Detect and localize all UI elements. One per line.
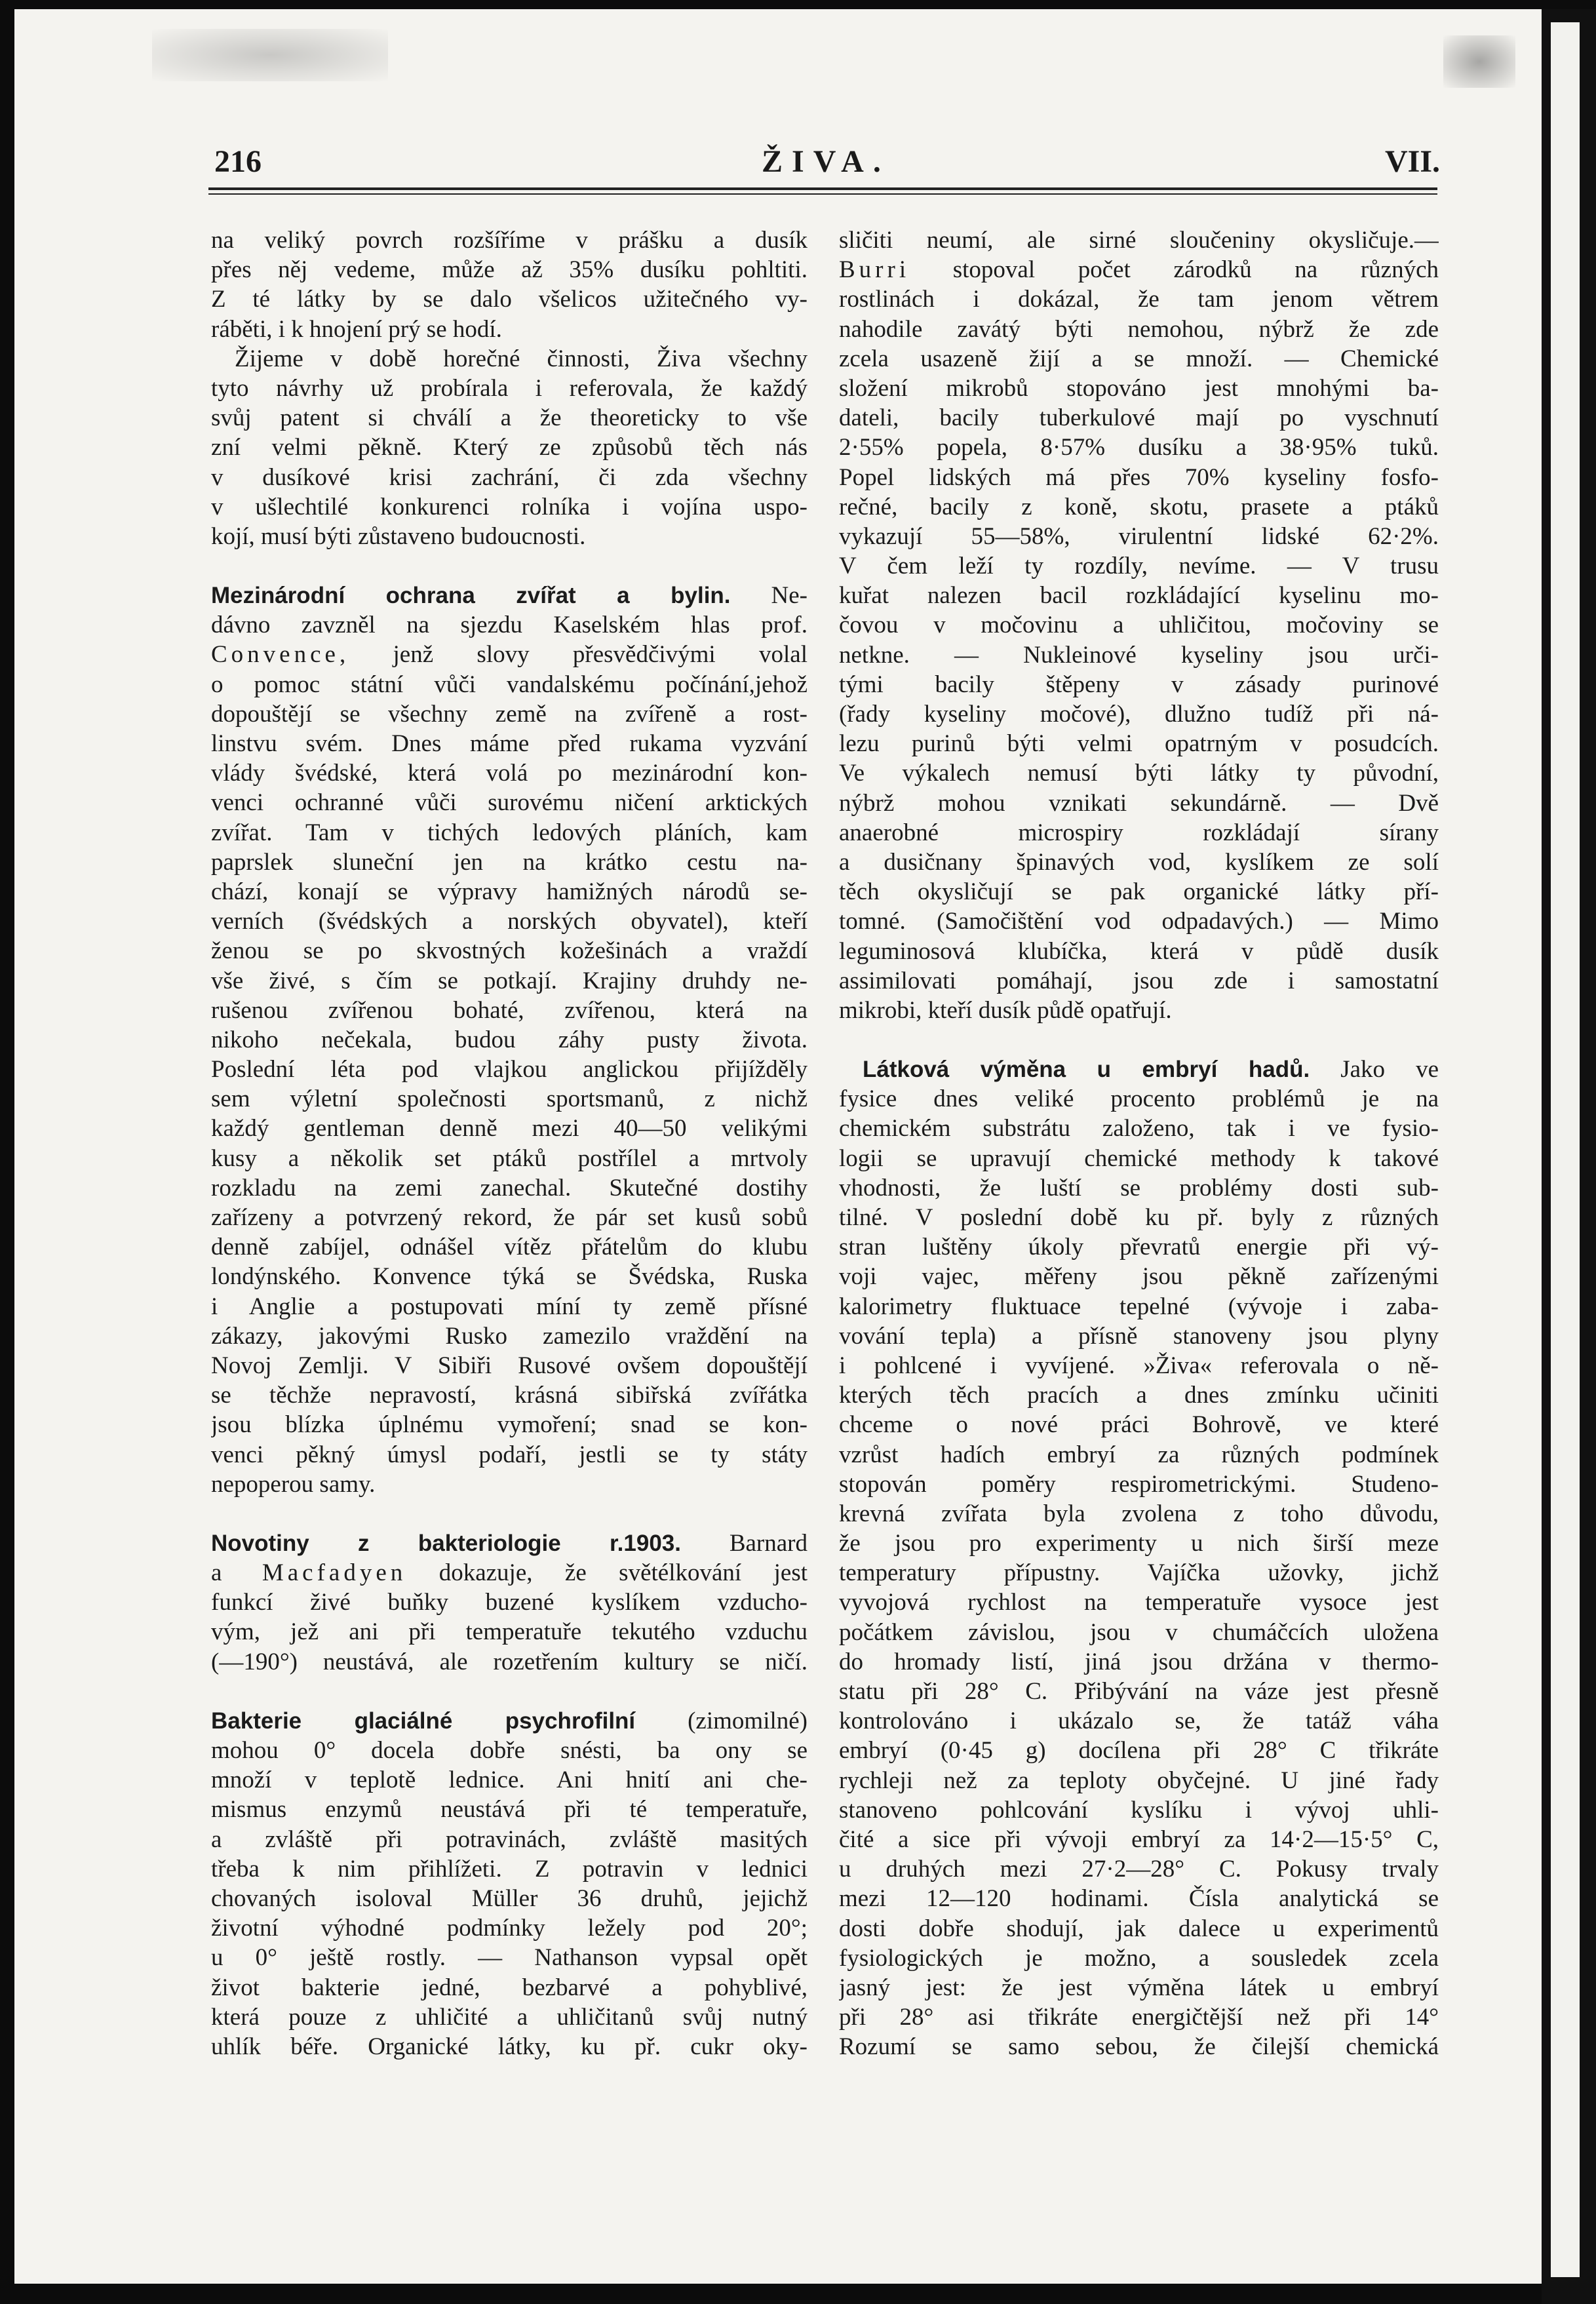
line-text: netkne. — Nukleinové kyseliny jsou urči- [839, 641, 1439, 669]
line-text: tilné. V poslední době ku př. byly z různých [839, 1204, 1439, 1231]
text-line [211, 758, 808, 788]
text-line [211, 1943, 808, 1972]
text-line [839, 1440, 1439, 1470]
line-text: ráběti, i k hnojení prý se hodí. [211, 315, 502, 343]
line-text: zvířat. Tam v tichých ledových pláních, kam [211, 819, 808, 846]
line-text: rečné, bacily z koně, skotu, prasete a ptáků [839, 493, 1439, 520]
line-text: chceme o nové práci Bohrově, ve které [839, 1411, 1439, 1439]
text-line [211, 848, 808, 877]
line-text: chovaných isoloval Müller 36 druhů, jejichž [211, 1884, 808, 1912]
paragraph-gap [211, 551, 808, 581]
line-text: jenž slovy přesvědčivými volal [349, 641, 808, 669]
line-text: kontrolováno i ukázalo se, že tatáž váha [839, 1708, 1439, 1735]
text-line [839, 403, 1439, 433]
text-line [211, 1647, 808, 1677]
text-line [839, 1144, 1439, 1173]
text-line [211, 1173, 808, 1203]
text-line [839, 670, 1439, 699]
text-line [839, 1173, 1439, 1203]
line-text: Ne- [730, 582, 808, 610]
line-text: venci ochranné vůči surovému ničení arktických [211, 789, 808, 817]
running-header [214, 144, 1440, 189]
text-line [839, 522, 1439, 551]
text-line [839, 937, 1439, 966]
line-text: V čem leží ty rozdíly, nevíme. — V trusu [839, 553, 1439, 580]
text-line [839, 1766, 1439, 1795]
line-text: se těchže nepravostí, krásná sibiřská zvířátka [211, 1382, 808, 1409]
line-text: zní velmi pěkně. Který ze způsobů těch nás [211, 434, 808, 461]
text-line [211, 936, 808, 966]
line-text: mezi 12—120 hodinami. Čísla analytická se [839, 1885, 1439, 1913]
line-text: rozkladu na zemi zanechal. Skutečné dostihy [211, 1174, 808, 1201]
next-page-edge [1551, 22, 1580, 2277]
text-line [211, 1736, 808, 1765]
line-text: jasný jest: že jest výměna látek u embryí [839, 1974, 1439, 2001]
line-text: a zvláště při potravinách, zvláště masitých [211, 1826, 808, 1853]
text-line [211, 1351, 808, 1380]
text-line [839, 640, 1439, 670]
text-line [839, 789, 1439, 818]
line-text: statu při 28° C. Přibývání na váze jest přesně [839, 1678, 1439, 1705]
text-line [211, 1765, 808, 1795]
line-text: kterých těch pracích a dnes zmínku učiniti [839, 1382, 1439, 1409]
text-line [839, 1706, 1439, 1736]
line-text: zcela usazeně žijí a se množí. — Chemické [839, 345, 1439, 372]
line-text: dopouštějí se všechny země na zvířeně a rost- [211, 700, 808, 728]
text-line [839, 1203, 1439, 1232]
line-text: Novoj Zemlji. V Sibiři Rusové ovšem dopouštějí [211, 1352, 808, 1379]
text-line [211, 1114, 808, 1143]
text-line [211, 1321, 808, 1351]
line-text: čovou v močovinu a uhličitou, močoviny se [839, 612, 1439, 639]
line-text: i Anglie a postupovati míní ty země přísné [211, 1293, 808, 1320]
text-line [839, 1647, 1439, 1677]
text-line [211, 1617, 808, 1647]
line-text: vlády švédské, která volá po mezinárodní kon- [211, 760, 808, 787]
text-line [839, 315, 1439, 344]
spaced-name: Burri [839, 256, 910, 284]
right-column [839, 225, 1439, 2061]
text-line [839, 2032, 1439, 2061]
line-text: že jsou pro experimenty u nich širší meze [839, 1530, 1439, 1557]
paragraph-gap [211, 1499, 808, 1529]
line-text: ženou se po skvostných kožešinách a vraždí [211, 937, 808, 965]
line-text: uhlík béře. Organické látky, ku př. cukr oky- [211, 2033, 808, 2060]
line-text: zařízeny a potvrzený rekord, že pár set kusů sobů [211, 1204, 808, 1231]
text-line [211, 463, 808, 492]
spaced-name: Convence, [211, 641, 350, 669]
text-line [839, 877, 1439, 907]
text-line [211, 1380, 808, 1410]
text-line [839, 433, 1439, 462]
text-line [211, 522, 808, 551]
text-line [839, 374, 1439, 403]
section-heading: Bakterie glaciálné psychrofilní [211, 1708, 636, 1734]
paragraph-gap [839, 1025, 1439, 1055]
text-line [839, 1973, 1439, 2002]
text-line [211, 877, 808, 907]
text-line [211, 966, 808, 996]
text-line [839, 1499, 1439, 1529]
line-text: Jako ve [1310, 1056, 1439, 1084]
text-line [839, 1795, 1439, 1825]
text-line [211, 315, 808, 344]
line-text: u druhých mezi 27·2—28° C. Pokusy trvaly [839, 1856, 1439, 1883]
line-text: na veliký povrch rozšíříme v prášku a dusík [211, 227, 808, 254]
line-text: linstvu svém. Dnes máme před rukama vyzvání [211, 730, 808, 757]
line-text: vše živé, s čím se potkají. Krajiny druhdy ne- [211, 967, 808, 994]
line-text: Ve výkalech nemusí býti látky ty původní, [839, 760, 1439, 787]
text-line [211, 1588, 808, 1617]
paragraph-gap [211, 1677, 808, 1706]
text-line [839, 1588, 1439, 1617]
line-text: rušenou zvířenou bohaté, zvířenou, která na [211, 996, 808, 1024]
line-text: která pouze z uhličité a uhličitanů svůj nutný [211, 2003, 808, 2031]
line-text: mismus enzymů neustává při té temperatuře, [211, 1796, 808, 1824]
line-text: tými bacily štěpeny v zásady purinové [839, 671, 1439, 698]
line-text: Žijeme v době horečné činnosti, Živa všechny [235, 345, 808, 372]
line-text: funkcí živé buňky buzené kyslíkem vzducho- [211, 1589, 808, 1616]
line-text: londýnského. Konvence týká se Švédska, Ruska [211, 1263, 808, 1291]
line-text: život bakterie jedné, bezbarvé a pohyblivé, [211, 1974, 808, 2001]
section-heading: Mezinárodní ochrana zvířat a bylin. [211, 583, 731, 609]
line-text: sem výletní společnosti sportsmanů, z nichž [211, 1085, 808, 1113]
text-line [211, 1144, 808, 1173]
spaced-name: a Macfadyen [211, 1559, 407, 1587]
text-line [211, 2032, 808, 2061]
text-line [839, 996, 1439, 1025]
text-line [211, 699, 808, 729]
text-line [211, 610, 808, 640]
text-line [211, 1262, 808, 1291]
line-text: temperatury přípustny. Vajíčka užovky, jichž [839, 1559, 1439, 1587]
text-line [839, 255, 1439, 284]
scan-smudge [152, 29, 388, 81]
text-line [211, 1025, 808, 1055]
line-text: lezu purinů býti velmi opatrným v posudcích. [839, 730, 1439, 758]
page [14, 9, 1542, 2284]
section-heading: Novotiny z bakteriologie r.1903. [211, 1530, 681, 1556]
text-line [211, 403, 808, 433]
line-text: každý gentleman denně mezi 40—50 velikými [211, 1115, 808, 1142]
text-line [211, 729, 808, 758]
line-text: vým, jež ani při temperatuře tekutého vzduchu [211, 1618, 808, 1646]
line-text: venci pěkný úmysl podaří, jestli se ty státy [211, 1441, 808, 1468]
line-text: Popel lidských má přes 70% kyseliny fosfo- [839, 463, 1439, 491]
line-text: zákazy, jakovými Rusko zamezilo vraždění na [211, 1322, 808, 1350]
line-text: stanoveno pohlcování kyslíku i vývoj uhli- [839, 1796, 1439, 1824]
text-line [839, 225, 1439, 255]
line-text: složení mikrobů stopováno jest mnohými ba- [839, 374, 1439, 402]
line-text: svůj patent si chválí a že theoreticky to vše [211, 404, 808, 432]
text-line [211, 818, 808, 848]
text-line [839, 848, 1439, 877]
text-line [839, 1854, 1439, 1884]
line-text: a dusičnany špinavých vod, kyslíkem ze solí [839, 848, 1439, 876]
line-text: dokazuje, že světélkování jest [406, 1559, 808, 1587]
scan-edge [1542, 9, 1596, 2304]
text-line [839, 1380, 1439, 1410]
line-text: nahodile zavátý býti nemohou, nýbrž že zde [839, 315, 1439, 343]
line-text: sličiti neumí, ale sirné sloučeniny okysličuje.— [839, 227, 1439, 254]
text-line [211, 433, 808, 462]
text-line [839, 1825, 1439, 1854]
text-line [211, 581, 808, 610]
line-text: v dusíkové krisi zachrání, či zda všechny [211, 463, 808, 491]
volume-number: VII. [1384, 144, 1440, 179]
text-line [211, 225, 808, 255]
section-heading: Látková výměna u embryí hadů. [863, 1057, 1310, 1083]
line-text: verních (švédských a norských obyvatel), kteří [211, 908, 808, 935]
line-text: kojí, musí býti zůstaveno budoucnosti. [211, 522, 586, 550]
text-line [211, 1292, 808, 1321]
text-line [211, 907, 808, 936]
line-text: paprslek sluneční jen na krátko cestu na- [211, 848, 808, 876]
text-line [839, 2002, 1439, 2032]
line-text: nepoperou samy. [211, 1470, 376, 1498]
text-line [211, 670, 808, 699]
line-text: voji vajec, měřeny jsou pěkně zařízenými [839, 1263, 1439, 1291]
line-text: chází, konají se výpravy hamižných národů se- [211, 878, 808, 905]
text-line [211, 1055, 808, 1084]
line-text: u 0° ještě rostly. — Nathanson vypsal opět [211, 1944, 808, 1972]
text-line [839, 284, 1439, 314]
line-text: vování tepla) a přísně stanoveny jsou plyny [839, 1322, 1439, 1350]
line-text: počátkem závislou, jsou v chumáčcích uložena [839, 1618, 1439, 1646]
text-line [211, 1795, 808, 1824]
text-line [839, 966, 1439, 996]
line-text: anaerobné microspiry rozkládají sírany [839, 819, 1439, 846]
text-line [839, 729, 1439, 758]
text-line [211, 996, 808, 1025]
line-text: do hromady listí, jiná jsou držána v thermo- [839, 1648, 1439, 1675]
text-line [839, 1351, 1439, 1380]
line-text: vzrůst hadích embryí za různých podmínek [839, 1441, 1439, 1468]
line-text: životní výhodné podmínky ležely pod 20°; [211, 1915, 808, 1942]
line-text: vykazují 55—58%, virulentní lidské 62·2%. [839, 522, 1439, 550]
text-line [839, 1736, 1439, 1765]
line-text: mohou 0° docela dobře snésti, ba ony se [211, 1737, 808, 1764]
line-text: dosti dobře shodují, jak dalece u experimentů [839, 1915, 1439, 1942]
line-text: tomné. (Samočištění vod odpadavých.) — Mimo [839, 908, 1439, 935]
text-line [839, 492, 1439, 522]
text-line [211, 492, 808, 522]
text-line [211, 1470, 808, 1499]
line-text: rychleji než za teploty obyčejné. U jiné řady [839, 1767, 1439, 1794]
line-text: leguminosová klubíčka, která v půdě dusík [839, 937, 1439, 965]
text-line [839, 1884, 1439, 1913]
text-line [211, 2002, 808, 2032]
line-text: v ušlechtilé konkurenci rolníka i vojína uspo- [211, 493, 808, 520]
text-line [839, 1529, 1439, 1558]
line-text: (zimomilné) [635, 1707, 808, 1734]
line-text: mikrobi, kteří dusík půdě opatřují. [839, 996, 1172, 1024]
line-text: vyvojová rychlost na temperatuře vysoce jest [839, 1589, 1439, 1616]
text-line [211, 788, 808, 817]
line-text: kalorimetry fluktuace tepelné (vývoje i zaba- [839, 1293, 1439, 1320]
text-line [839, 1114, 1439, 1143]
line-text: assimilovati pomáhají, jsou zde i samostatní [839, 967, 1439, 994]
line-text: stopoval počet zárodků na různých [910, 256, 1439, 284]
text-line [839, 1292, 1439, 1321]
text-line [211, 1410, 808, 1439]
line-text: kusy a několik set ptáků postřílel a mrtvoly [211, 1144, 808, 1172]
line-text: fysice dnes veliké procento problémů je na [839, 1085, 1439, 1113]
line-text: krevná zvířata byla zvolena z toho důvodu, [839, 1500, 1439, 1527]
text-line [211, 1706, 808, 1736]
line-text: třeba k nim přihlížeti. Z potravin v lednici [211, 1855, 808, 1883]
line-text: denně zabíjel, odnášel vítěz přátelům do klubu [211, 1234, 808, 1261]
text-line [211, 1203, 808, 1232]
text-line [839, 1055, 1439, 1084]
line-text: Poslední léta pod vlajkou anglickou přijížděly [211, 1056, 808, 1084]
line-text: 2·55% popela, 8·57% dusíku a 38·95% tuků. [839, 434, 1439, 461]
line-text: při 28° asi třikráte energičtější než při 14° [839, 2004, 1439, 2031]
text-line [839, 581, 1439, 610]
text-line [839, 463, 1439, 492]
line-text: (—190°) neustává, ale rozetřením kultury se ničí. [211, 1648, 808, 1675]
text-line [211, 1973, 808, 2002]
text-line [839, 818, 1439, 848]
text-line [211, 255, 808, 284]
line-text: přes něj vedeme, může až 35% dusíku pohltiti. [211, 256, 808, 284]
text-line [839, 1321, 1439, 1351]
text-line [839, 1677, 1439, 1706]
text-line [839, 1943, 1439, 1973]
text-line [839, 1262, 1439, 1291]
line-text: množí v teplotě lednice. Ani hnití ani che- [211, 1767, 808, 1794]
header-rule [208, 187, 1437, 190]
scan-smudge [1443, 35, 1515, 88]
line-text: vhodnosti, že luští se problémy dosti sub- [839, 1174, 1439, 1201]
line-text: čité a sice při vývoji embryí za 14·2—15·5° C, [839, 1826, 1439, 1853]
line-text: těch okysličují se pak organické látky pří- [839, 878, 1439, 906]
text-line [839, 1618, 1439, 1647]
line-text: (řady kyseliny močové), dlužno tudíž při ná- [839, 701, 1439, 728]
line-text: stopován poměry respirometrickými. Studeno- [839, 1470, 1439, 1498]
text-line [211, 374, 808, 403]
text-line [211, 640, 808, 669]
left-column [211, 225, 808, 2061]
line-text: Z té látky by se dalo všelicos užitečného vy- [211, 286, 808, 313]
line-text: chemickém substrátu založeno, tak i ve fysio- [839, 1115, 1439, 1142]
text-line [839, 1914, 1439, 1943]
text-line [839, 1470, 1439, 1499]
line-text: jsou blízka úplnému vymoření; snad se kon- [211, 1411, 808, 1439]
journal-title: ŽIVA. [762, 144, 890, 179]
text-line [839, 699, 1439, 729]
line-text: dateli, bacily tuberkulové mají po vyschnutí [839, 404, 1439, 432]
text-line [839, 907, 1439, 936]
text-line [211, 1529, 808, 1558]
line-text: fysiologických je možno, a sousledek zcela [839, 1944, 1439, 1972]
page-number: 216 [214, 144, 262, 179]
text-line [211, 1440, 808, 1470]
text-line [839, 758, 1439, 788]
text-line [211, 1084, 808, 1114]
header-rule [208, 193, 1437, 195]
text-line [839, 1232, 1439, 1262]
line-text: kuřat nalezen bacil rozkládající kyselinu mo- [839, 582, 1439, 610]
text-line [211, 1558, 808, 1588]
line-text: o pomoc státní vůči vandalskému počínání,jehož [211, 671, 808, 698]
line-text: embryí (0·45 g) docílena při 28° C třikráte [839, 1737, 1439, 1765]
line-text: Barnard [680, 1529, 808, 1557]
line-text: nýbrž mohou vznikati sekundárně. — Dvě [839, 789, 1439, 817]
text-line [211, 1854, 808, 1884]
text-line [839, 1084, 1439, 1114]
text-line [211, 1232, 808, 1262]
line-text: stran luštěny úkoly převratů energie při vý- [839, 1234, 1439, 1261]
line-text: i pohlcené i vyvíjené. »Živa« referovala o ně- [839, 1352, 1439, 1379]
text-line [839, 344, 1439, 374]
line-text: dávno zavzněl na sjezdu Kaselském hlas prof. [211, 612, 808, 639]
text-line [839, 1558, 1439, 1588]
text-line [211, 1884, 808, 1913]
text-line [839, 1410, 1439, 1439]
text-line [211, 284, 808, 314]
text-line [211, 1825, 808, 1854]
text-line [211, 1913, 808, 1943]
line-text: logii se upravují chemické methody k takové [839, 1144, 1439, 1172]
line-text: Rozumí se samo sebou, že čilejší chemická [839, 2033, 1439, 2061]
text-line [211, 344, 808, 374]
text-line [839, 551, 1439, 581]
text-line [839, 610, 1439, 640]
line-text: nikoho nečekala, budou záhy pusty života. [211, 1026, 808, 1053]
line-text: tyto návrhy už probírala i referovala, že každý [211, 374, 808, 402]
line-text: rostlinách i dokázal, že tam jenom větrem [839, 286, 1439, 313]
